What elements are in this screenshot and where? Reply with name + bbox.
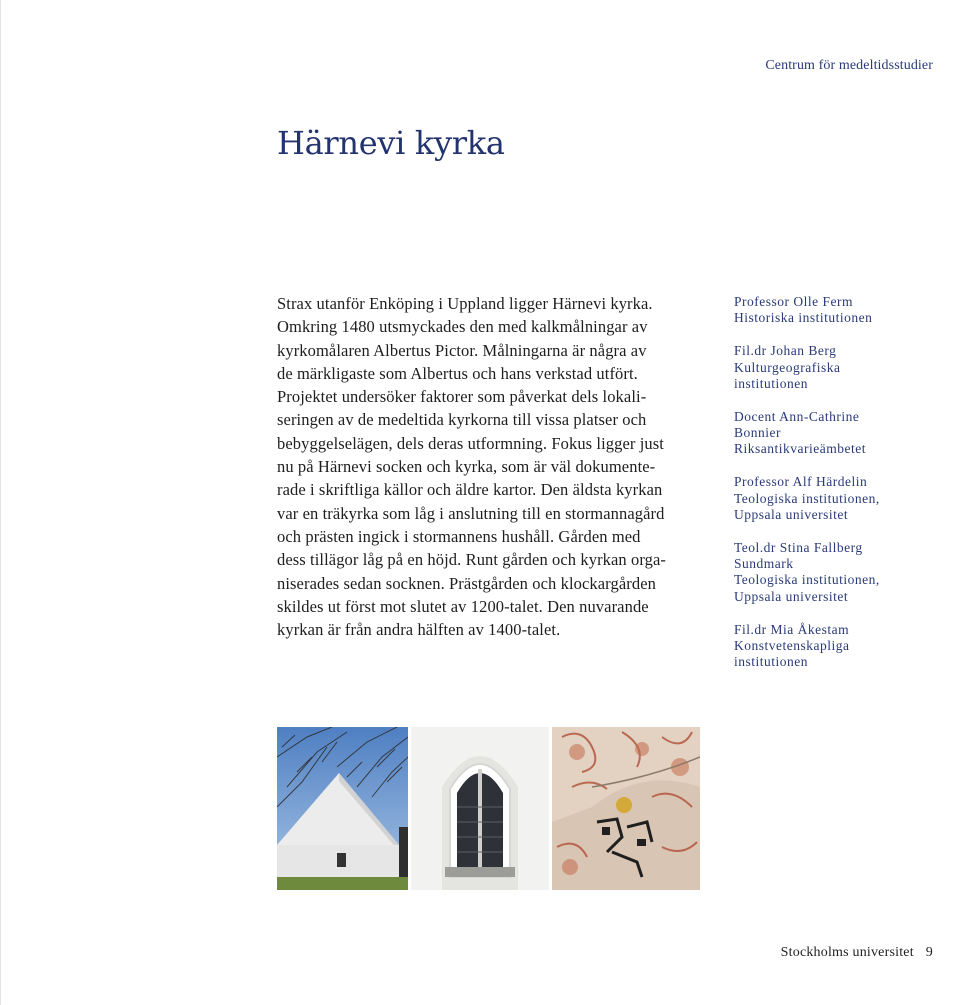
researcher-name: Sundmark bbox=[734, 556, 794, 572]
researcher-affiliation: Konstvetenskapliga bbox=[734, 637, 850, 653]
researcher-name: Teol.dr Stina Fallberg bbox=[734, 539, 863, 555]
researcher-affiliation: Teologiska institutionen, bbox=[734, 490, 880, 506]
body-line: niserades sedan socknen. Prästgården och klockargården bbox=[277, 573, 656, 593]
researcher-affiliation: Uppsala universitet bbox=[734, 588, 849, 604]
researcher-entry bbox=[734, 474, 949, 523]
body-line: kyrkan är från andra hälften av 1400-talet. bbox=[277, 620, 561, 640]
researcher-name: Professor Olle Ferm bbox=[734, 294, 853, 309]
page-footer bbox=[781, 945, 933, 961]
body-line: nu på Härnevi socken och kyrka, som är väl dokumente- bbox=[277, 457, 656, 477]
page-edge-rule bbox=[0, 0, 1, 1005]
church-exterior-photo bbox=[277, 727, 408, 890]
running-header: Centrum för medeltidsstudier bbox=[765, 58, 933, 73]
researcher-affiliation: Historiska institutionen bbox=[734, 310, 873, 326]
researcher-affiliation: Teologiska institutionen, bbox=[734, 572, 880, 588]
researcher-affiliation: institutionen bbox=[734, 375, 808, 391]
researcher-name: Professor Alf Härdelin bbox=[734, 474, 868, 490]
body-line: dess tillägor låg på en höjd. Runt gården och kyrkan orga- bbox=[277, 550, 667, 570]
page-title: Härnevi kyrka bbox=[277, 124, 505, 162]
body-line: bebyggelselägen, dels deras utformning. Fokus ligger just bbox=[277, 433, 664, 453]
publisher-name: Stockholms universitet bbox=[780, 945, 914, 960]
researcher-list bbox=[734, 294, 949, 687]
page-number: 9 bbox=[925, 945, 933, 960]
body-line: de märkligaste som Albertus och hans verkstad utfört. bbox=[277, 363, 638, 383]
researcher-name: Docent Ann-Cathrine bbox=[734, 408, 860, 424]
body-line: rade i skriftliga källor och äldre kartor. Den äldsta kyrkan bbox=[277, 480, 663, 500]
wall-painting-photo bbox=[552, 727, 700, 890]
body-line: Projektet undersöker faktorer som påverkat dels lokali- bbox=[277, 387, 647, 407]
researcher-affiliation: Kulturgeografiska bbox=[734, 359, 841, 375]
researcher-entry bbox=[734, 343, 949, 392]
church-window-photo bbox=[411, 727, 549, 890]
researcher-name: Fil.dr Johan Berg bbox=[734, 343, 837, 359]
body-line: Omkring 1480 utsmyckades den med kalkmålningar av bbox=[277, 317, 648, 337]
researcher-affiliation: institutionen bbox=[734, 654, 808, 670]
researcher-affiliation: Uppsala universitet bbox=[734, 506, 849, 522]
body-line: Strax utanför Enköping i Uppland ligger Härnevi kyrka. bbox=[277, 294, 653, 313]
body-line: var en träkyrka som låg i anslutning till en stormannagård bbox=[277, 503, 665, 523]
researcher-name: Bonnier bbox=[734, 425, 781, 441]
body-line: seringen av de medeltida kyrkorna till vissa platser och bbox=[277, 410, 647, 430]
researcher-entry bbox=[734, 294, 949, 327]
body-line: och prästen ingick i stormannens hushåll. Gården med bbox=[277, 526, 641, 546]
researcher-name: Fil.dr Mia Åkestam bbox=[734, 621, 850, 637]
researcher-affiliation: Riksantikvarieämbetet bbox=[734, 441, 866, 457]
researcher-entry bbox=[734, 540, 949, 606]
researcher-entry bbox=[734, 409, 949, 458]
researcher-entry bbox=[734, 622, 949, 671]
body-line: kyrkomålaren Albertus Pictor. Målningarna är några av bbox=[277, 340, 647, 360]
body-line: skildes ut först mot slutet av 1200-talet. Den nuvarande bbox=[277, 596, 649, 616]
body-paragraph bbox=[277, 292, 717, 641]
